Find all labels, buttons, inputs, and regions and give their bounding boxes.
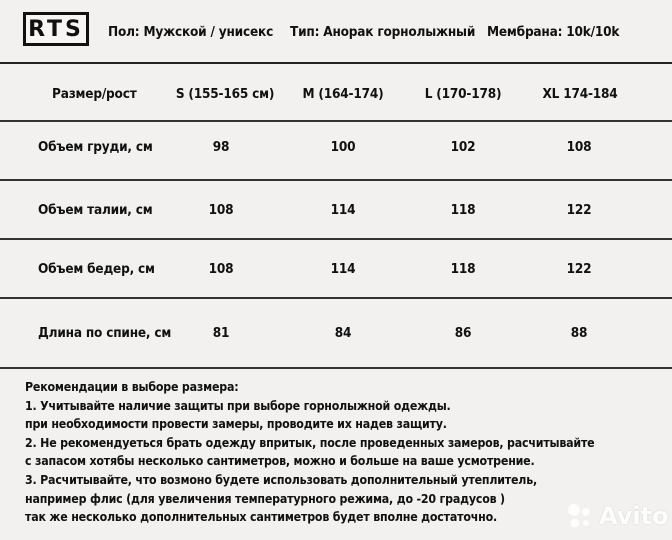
table-cell: 108 — [208, 202, 234, 218]
notes-line: 1. Учитывайте наличие защиты при выборе горнолыжной одежды. — [25, 398, 451, 413]
table-cell: 114 — [330, 202, 356, 218]
table-cell: 88 — [570, 325, 588, 341]
notes-line: 3. Расчитывайте, что возмоно будете использовать дополнительный утеплитель, — [25, 472, 538, 487]
membrane-info: Мембрана: 10k/10k — [487, 24, 620, 40]
type-info: Тип: Анорак горнолыжный — [290, 24, 476, 40]
row-divider — [0, 238, 672, 240]
notes-line: например флис (для увеличения температурного режима, до -20 градусов ) — [25, 491, 505, 506]
notes-line: с запасом хотябы несколько сантиметров, можно и больше на ваше усмотрение. — [25, 454, 535, 469]
header-divider — [0, 62, 672, 64]
row-divider — [0, 179, 672, 181]
table-cell: 81 — [212, 325, 230, 341]
avito-wordmark: Avito — [599, 502, 669, 530]
row-label-waist: Объем талии, см — [38, 202, 153, 218]
table-cell: 118 — [450, 202, 476, 218]
column-header-l: L (170-178) — [424, 86, 502, 102]
avito-watermark — [565, 498, 669, 534]
row-label-chest: Объем груди, см — [38, 139, 153, 155]
header — [0, 0, 672, 62]
row-divider — [0, 120, 672, 122]
table-cell: 84 — [334, 325, 352, 341]
table-cell: 114 — [330, 261, 356, 277]
row-divider — [0, 367, 672, 369]
table-cell: 108 — [208, 261, 234, 277]
table-cell: 102 — [450, 139, 476, 155]
notes-title: Рекомендации в выборе размера: — [25, 380, 239, 394]
row-divider — [0, 297, 672, 299]
table-cell: 122 — [566, 261, 592, 277]
brand-logo: RTS — [23, 12, 89, 46]
table-cell: 118 — [450, 261, 476, 277]
table-cell: 98 — [212, 139, 230, 155]
table-cell: 122 — [566, 202, 592, 218]
column-header-m: M (164-174) — [302, 86, 384, 102]
gender-info: Пол: Мужской / унисекс — [108, 24, 274, 40]
avito-dots-icon — [565, 501, 595, 531]
table-cell: 86 — [454, 325, 472, 341]
table-cell: 100 — [330, 139, 356, 155]
column-header-xl: XL 174-184 — [542, 86, 618, 102]
row-label-hips: Объем бедер, см — [38, 261, 155, 277]
column-header-s: S (155-165 см) — [175, 86, 275, 102]
notes-line: так же несколько дополнительных сантиметров будет вполне достаточно. — [25, 510, 497, 525]
column-header-size: Размер/рост — [52, 86, 137, 102]
notes-line: при необходимости провести замеры, проводите их надев защиту. — [25, 417, 447, 432]
table-cell: 108 — [566, 139, 592, 155]
row-label-back-length: Длина по спине, см — [38, 325, 172, 341]
notes-line: 2. Не рекомендуеться брать одежду впритык, после проведенных замеров, расчитывайте — [25, 435, 595, 450]
